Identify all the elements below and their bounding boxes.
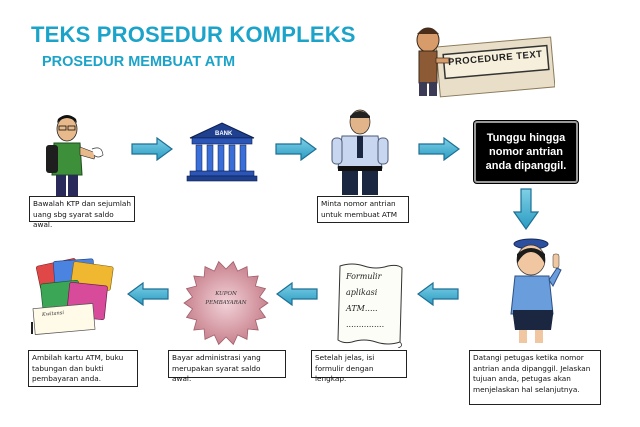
arrow-left-3 [127, 282, 169, 306]
payment-coupon-illustration [182, 260, 270, 346]
form-line-4: ............... [346, 320, 385, 329]
coupon-text [202, 290, 250, 308]
step-5-caption: Datangi petugas ketika nomor antrian anda dipanggil. Jelaskan tujuan anda, petugas akan menjelaskan hal selanjutnya. [469, 350, 601, 405]
form-illustration [334, 262, 406, 348]
form-line-2: aplikasi [346, 288, 378, 297]
bank-illustration [186, 120, 258, 182]
form-line-1: Formulir [346, 272, 382, 281]
security-guard-illustration [330, 108, 390, 196]
step-8-caption: Ambilah kartu ATM, buku tabungan dan bukti pembayaran anda. [28, 350, 138, 387]
bank-label: BANK [215, 131, 233, 137]
coupon-line-1: KUPON [215, 291, 237, 297]
arrow-right-1 [131, 137, 173, 161]
procedure-text-badge [410, 20, 555, 98]
arrow-right-2 [275, 137, 317, 161]
page-subtitle: PROSEDUR MEMBUAT ATM [42, 54, 236, 70]
page-title: TEKS PROSEDUR KOMPLEKS [31, 22, 356, 47]
arrow-down [513, 188, 539, 230]
queue-wait-bubble: Tunggu hingga nomor antrian anda dipanggil. [474, 121, 578, 183]
step-6-caption: Setelah jelas, isi formulir dengan lengkap. [311, 350, 407, 378]
arrow-right-3 [418, 137, 460, 161]
step-1-caption: Bawalah KTP dan sejumlah uang sbg syarat saldo awal. [29, 196, 135, 222]
step-3-caption: Minta nomor antrian untuk membuat ATM [317, 196, 409, 223]
form-line-3: ATM..... [346, 304, 378, 313]
arrow-left-2 [276, 282, 318, 306]
badge-label: PROCEDURE TEXT [447, 48, 543, 69]
step-7-caption: Bayar administrasi yang merupakan syarat saldo awal. [168, 350, 286, 378]
arrow-left-1 [417, 282, 459, 306]
step-1-illustration [40, 113, 110, 198]
receipt-label: Kwitansi [41, 310, 65, 318]
atm-cards-illustration [28, 256, 120, 336]
coupon-line-2: PEMBAYARAN [205, 300, 247, 306]
officer-illustration [503, 238, 565, 344]
